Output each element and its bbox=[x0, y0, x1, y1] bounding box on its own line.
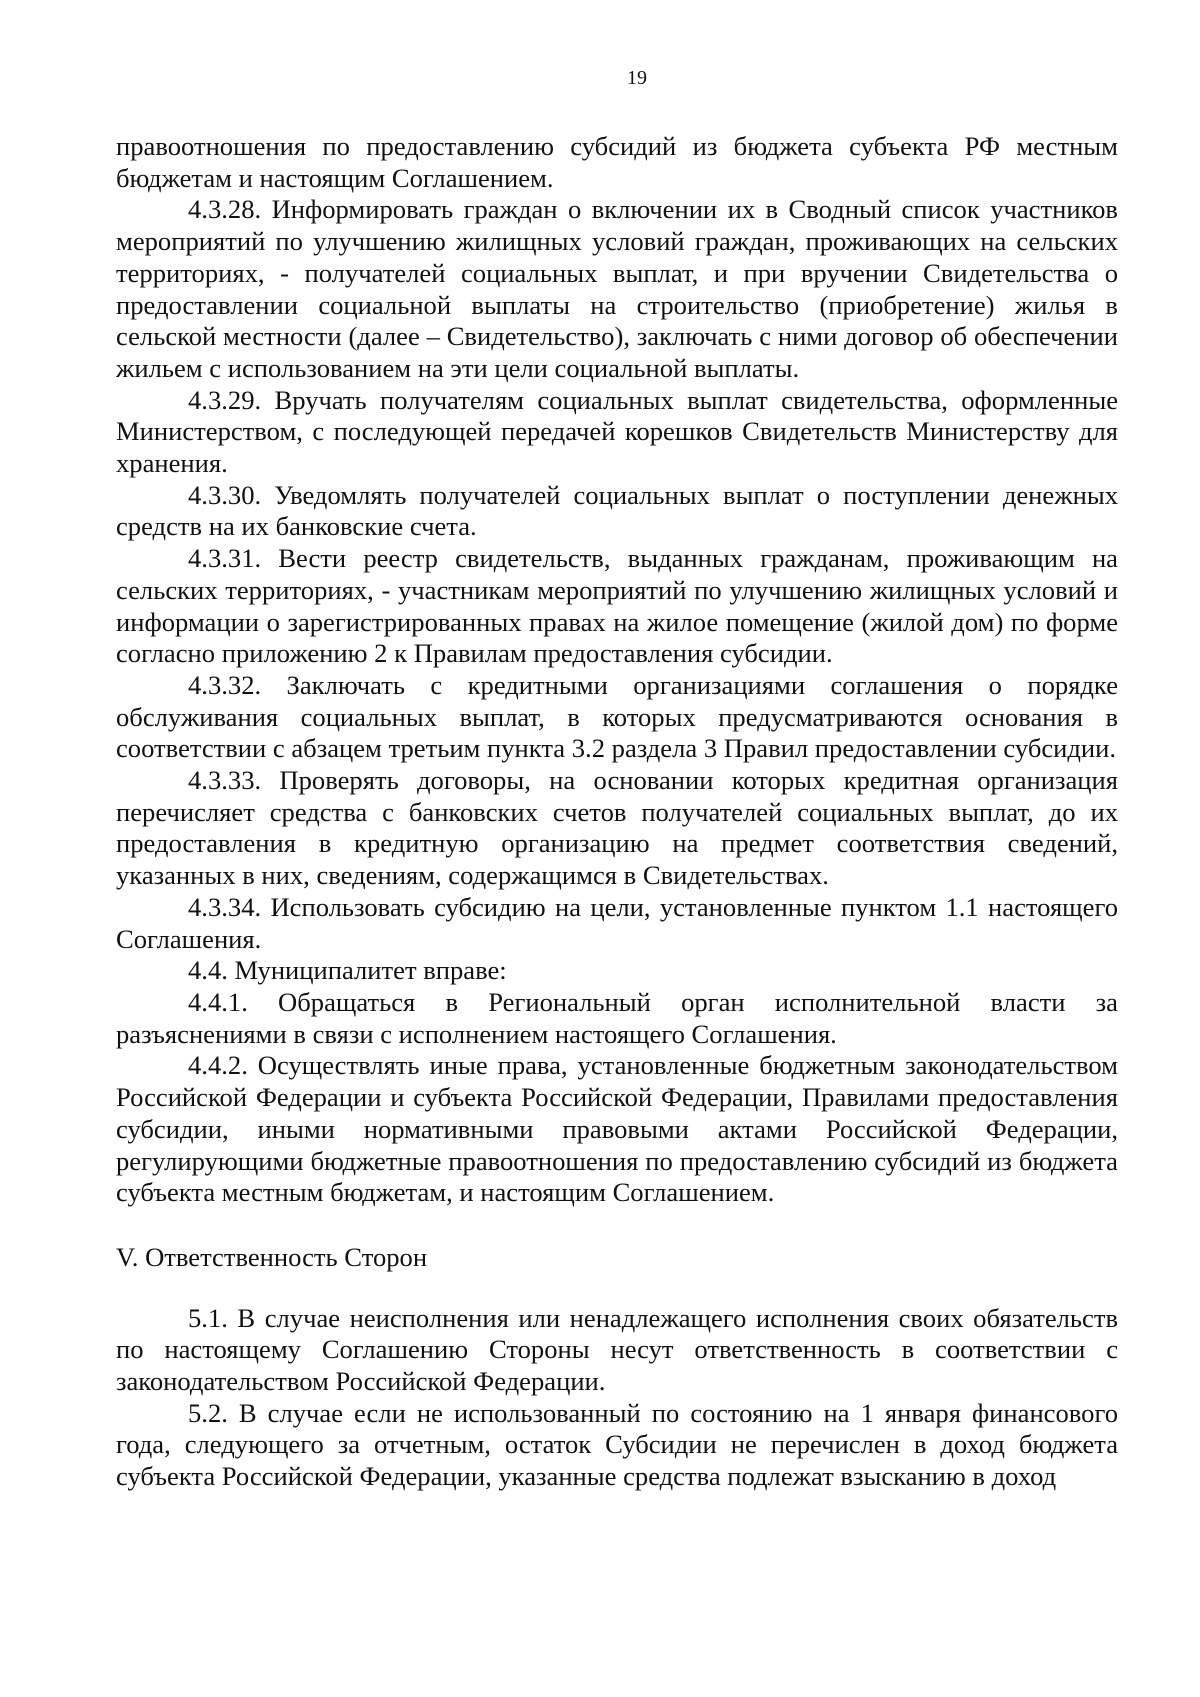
paragraph-continuation: правоотношения по предоставлению субсидий из бюджета субъекта РФ местным бюджетам и настоящим Соглашением. bbox=[116, 131, 1118, 193]
paragraph-5-1: 5.1. В случае неисполнения или ненадлежащего исполнения своих обязательств по настоящему Соглашению Стороны несут ответственность в соответствии с законодательством Российской Федерации. bbox=[116, 1302, 1118, 1397]
paragraph-4-4-2: 4.4.2. Осуществлять иные права, установленные бюджетным законодательством Российской Федерации и субъекта Российской Федерации, Правилами предоставления субсидии, иными нормативными правовыми актами Российской Федерации, регулирующими бюджетные правоотношения по предоставлению субсидий из бюджета субъекта местным бюджетам, и настоящим Соглашением. bbox=[116, 1050, 1118, 1208]
page-number: 19 bbox=[627, 67, 647, 89]
paragraph-4-3-28: 4.3.28. Информировать граждан о включении их в Сводный список участников мероприятий по улучшению жилищных условий граждан, проживающих на сельских территориях, - получателей социальных выплат, и при вручении Свидетельства о предоставлении социальной выплаты на строительство (приобретение) жилья в сельской местности (далее – Свидетельство), заключать с ними договор об обеспечении жильем с использованием на эти цели социальной выплаты. bbox=[116, 194, 1118, 383]
paragraph-4-3-29: 4.3.29. Вручать получателям социальных выплат свидетельства, оформленные Министерством, с последующей передачей корешков Свидетельств Министерству для хранения. bbox=[116, 384, 1118, 479]
paragraph-4-3-31: 4.3.31. Вести реестр свидетельств, выданных гражданам, проживающим на сельских территориях, - участникам мероприятий по улучшению жилищных условий и информации о зарегистрированных правах на жилое помещение (жилой дом) по форме согласно приложению 2 к Правилам предоставления субсидии. bbox=[116, 543, 1118, 669]
paragraph-4-3-30: 4.3.30. Уведомлять получателей социальных выплат о поступлении денежных средств на их банковские счета. bbox=[116, 479, 1118, 542]
paragraph-4-3-32: 4.3.32. Заключать с кредитными организациями соглашения о порядке обслуживания социальных выплат, в которых предусматриваются основания в соответствии с абзацем третьим пункта 3.2 раздела 3 Правил предоставлении субсидии. bbox=[116, 669, 1118, 764]
paragraph-5-2: 5.2. В случае если не использованный по состоянию на 1 января финансового года, следующего за отчетным, остаток Субсидии не перечислен в доход бюджета субъекта Российской Федерации, указанные средства подлежат взысканию в доход bbox=[116, 1397, 1118, 1492]
paragraph-4-3-33: 4.3.33. Проверять договоры, на основании которых кредитная организация перечисляет средства с банковских счетов получателей социальных выплат, до их предоставления в кредитную организацию на предмет соответствия сведений, указанных в них, сведениям, содержащимся в Свидетельствах. bbox=[116, 765, 1118, 891]
section-title: V. Ответственность Сторон bbox=[116, 1241, 428, 1272]
paragraph-4-3-34: 4.3.34. Использовать субсидию на цели, установленные пунктом 1.1 настоящего Соглашения. bbox=[116, 891, 1118, 954]
paragraph-4-4-1: 4.4.1. Обращаться в Региональный орган исполнительной власти за разъяснениями в связи с исполнением настоящего Соглашения. bbox=[116, 986, 1118, 1049]
paragraph-4-4: 4.4. Муниципалитет вправе: bbox=[188, 955, 507, 986]
